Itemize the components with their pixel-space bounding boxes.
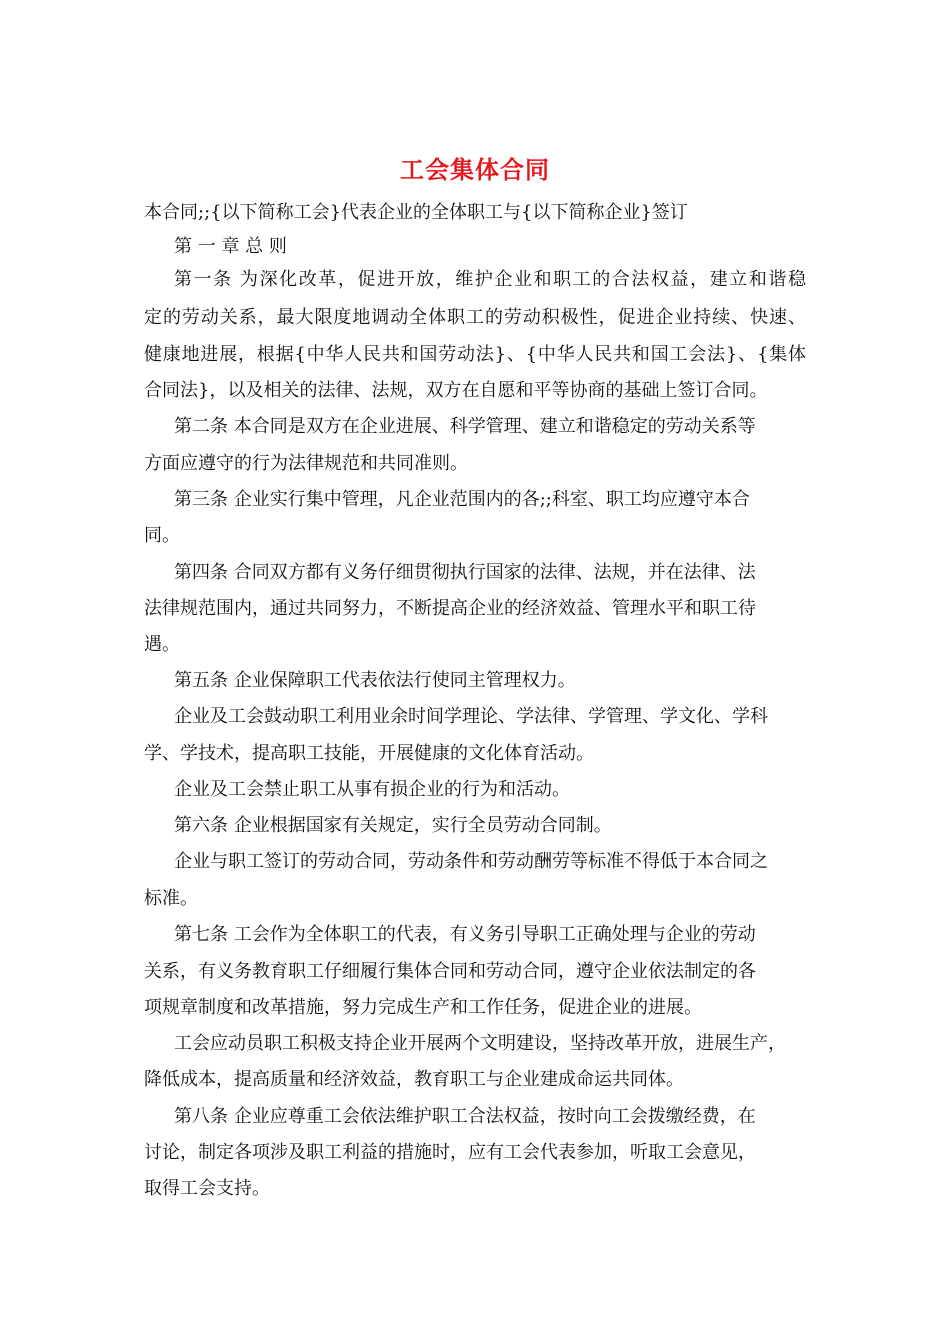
article-6-para-2-line-2: 标准。 [144,888,198,909]
article-7-line-3: 项规章制度和改革措施，努力完成生产和工作任务，促进企业的进展。 [144,997,702,1018]
intro-line: 本合同;;{以下简称工会}代表企业的全体职工与{以下简称企业}签订 [144,202,688,223]
article-3-line-2: 同。 [144,525,180,546]
article-5-line-1: 第五条 企业保障职工代表依法行使同主管理权力。 [174,670,576,691]
article-7-para-2-line-2: 降低成本，提高质量和经济效益，教育职工与企业建成命运共同体。 [144,1069,684,1090]
article-4-line-2: 法律规范围内，通过共同努力，不断提高企业的经济效益、管理水平和职工待 [144,598,756,619]
article-8-line-1: 第八条 企业应尊重工会依法维护职工合法权益，按时向工会拨缴经费，在 [174,1106,756,1127]
article-8-line-3: 取得工会支持。 [144,1178,270,1199]
article-4-line-1: 第四条 合同双方都有义务仔细贯彻执行国家的法律、法规，并在法律、法 [174,562,756,583]
article-2-line-1: 第二条 本合同是双方在企业进展、科学管理、建立和谐稳定的劳动关系等 [174,416,756,437]
article-2-line-2: 方面应遵守的行为法律规范和共同准则。 [144,453,468,474]
article-5-para-2-line-2: 学、学技术，提高职工技能，开展健康的文化体育活动。 [144,743,594,764]
article-1-line-4: 合同法}，以及相关的法律、法规，双方在自愿和平等协商的基础上签订合同。 [144,380,768,401]
chapter-heading: 第 一 章 总 则 [174,236,287,257]
article-6-line-1: 第六条 企业根据国家有关规定，实行全员劳动合同制。 [174,815,612,836]
article-4-line-3: 遇。 [144,634,180,655]
article-1-line-2: 定的劳动关系，最大限度地调动全体职工的劳动积极性，促进企业持续、快速、 [144,307,806,328]
article-1-line-3: 健康地进展，根据{中华人民共和国劳动法}、{中华人民共和国工会法}、{集体 [144,344,806,365]
article-1-line-1: 第一条 为深化改革，促进开放，维护企业和职工的合法权益，建立和谐稳 [174,269,806,290]
article-8-line-2: 讨论，制定各项涉及职工利益的措施时，应有工会代表参加，听取工会意见， [144,1142,756,1163]
article-3-line-1: 第三条 企业实行集中管理，凡企业范围内的各;;科室、职工均应遵守本合 [174,489,750,510]
article-5-para-3: 企业及工会禁止职工从事有损企业的行为和活动。 [174,779,570,800]
document-title: 工会集体合同 [400,156,550,184]
article-5-para-2-line-1: 企业及工会鼓动职工利用业余时间学理论、学法律、学管理、学文化、学科 [174,706,768,727]
article-7-line-1: 第七条 工会作为全体职工的代表，有义务引导职工正确处理与企业的劳动 [174,924,756,945]
article-7-para-2-line-1: 工会应动员职工积极支持企业开展两个文明建设，坚持改革开放，进展生产， [174,1033,786,1054]
article-7-line-2: 关系，有义务教育职工仔细履行集体合同和劳动合同，遵守企业依法制定的各 [144,961,756,982]
article-6-para-2-line-1: 企业与职工签订的劳动合同，劳动条件和劳动酬劳等标准不得低于本合同之 [174,851,768,872]
